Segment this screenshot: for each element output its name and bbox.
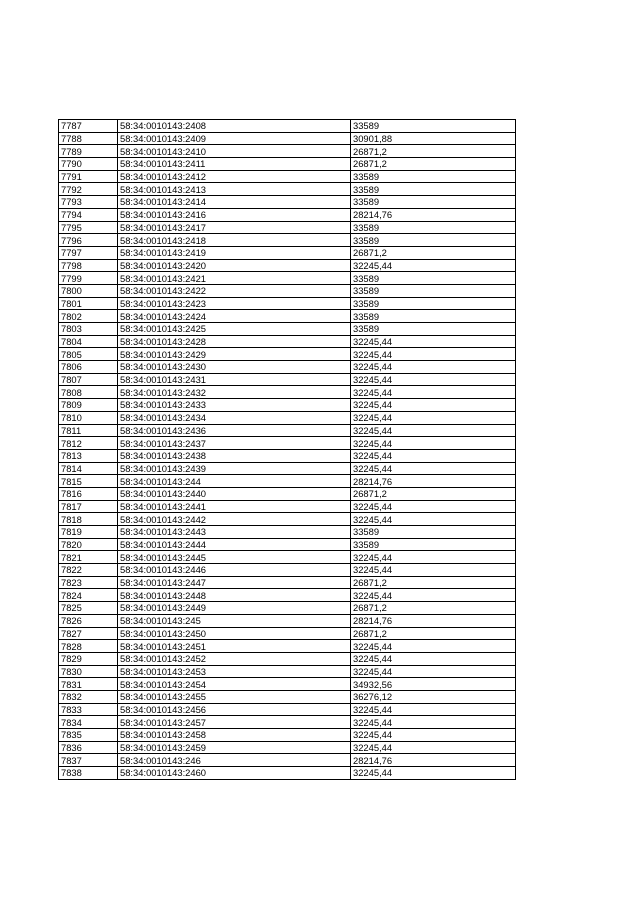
row-number-cell: 7826: [59, 614, 118, 627]
cadastral-value-cell: 32245,44: [351, 373, 516, 386]
row-number-cell: 7788: [59, 132, 118, 145]
row-number-cell: 7795: [59, 221, 118, 234]
table-row: [59, 500, 516, 513]
row-number-cell: 7812: [59, 437, 118, 450]
table-row: [59, 335, 516, 348]
cadastral-number-cell: 58:34:0010143:2456: [118, 703, 351, 716]
table-row: [59, 513, 516, 526]
cadastral-value-cell: 33589: [351, 323, 516, 336]
table-row: [59, 411, 516, 424]
cadastral-value-cell: 33589: [351, 234, 516, 247]
cadastral-value-cell: 30901,88: [351, 132, 516, 145]
cadastral-number-cell: 58:34:0010143:2432: [118, 386, 351, 399]
table-row: [59, 551, 516, 564]
cadastral-value-cell: 32245,44: [351, 259, 516, 272]
cadastral-number-cell: 58:34:0010143:2458: [118, 729, 351, 742]
table-row: [59, 297, 516, 310]
table-row: [59, 424, 516, 437]
cadastral-value-cell: 33589: [351, 538, 516, 551]
table-body: [59, 120, 516, 780]
cadastral-number-cell: 58:34:0010143:2438: [118, 449, 351, 462]
cadastral-value-cell: 32245,44: [351, 437, 516, 450]
table-row: [59, 690, 516, 703]
cadastral-number-cell: 58:34:0010143:2437: [118, 437, 351, 450]
cadastral-number-cell: 58:34:0010143:2448: [118, 589, 351, 602]
table-row: [59, 196, 516, 209]
cadastral-value-cell: 34932,56: [351, 678, 516, 691]
cadastral-number-cell: 58:34:0010143:2443: [118, 526, 351, 539]
row-number-cell: 7832: [59, 690, 118, 703]
row-number-cell: 7829: [59, 652, 118, 665]
cadastral-value-cell: 32245,44: [351, 589, 516, 602]
cadastral-value-cell: 32245,44: [351, 564, 516, 577]
cadastral-number-cell: 58:34:0010143:2453: [118, 665, 351, 678]
cadastral-number-cell: 58:34:0010143:2442: [118, 513, 351, 526]
cadastral-value-cell: 32245,44: [351, 640, 516, 653]
cadastral-number-cell: 58:34:0010143:2428: [118, 335, 351, 348]
cadastral-value-cell: 32245,44: [351, 424, 516, 437]
cadastral-value-cell: 32245,44: [351, 551, 516, 564]
cadastral-value-cell: 26871,2: [351, 576, 516, 589]
cadastral-value-cell: 33589: [351, 120, 516, 133]
row-number-cell: 7833: [59, 703, 118, 716]
cadastral-value-cell: 32245,44: [351, 399, 516, 412]
cadastral-value-cell: 33589: [351, 170, 516, 183]
table-row: [59, 259, 516, 272]
row-number-cell: 7787: [59, 120, 118, 133]
table-row: [59, 386, 516, 399]
row-number-cell: 7808: [59, 386, 118, 399]
row-number-cell: 7813: [59, 449, 118, 462]
cadastral-number-cell: 58:34:0010143:2431: [118, 373, 351, 386]
row-number-cell: 7804: [59, 335, 118, 348]
cadastral-number-cell: 58:34:0010143:2408: [118, 120, 351, 133]
table-row: [59, 640, 516, 653]
table-row: [59, 348, 516, 361]
table-row: [59, 272, 516, 285]
table-row: [59, 754, 516, 767]
cadastral-value-cell: 33589: [351, 284, 516, 297]
row-number-cell: 7807: [59, 373, 118, 386]
cadastral-value-cell: 32245,44: [351, 386, 516, 399]
cadastral-value-cell: 33589: [351, 196, 516, 209]
cadastral-value-cell: 28214,76: [351, 208, 516, 221]
cadastral-value-cell: 32245,44: [351, 361, 516, 374]
cadastral-value-cell: 32245,44: [351, 449, 516, 462]
table-row: [59, 361, 516, 374]
row-number-cell: 7793: [59, 196, 118, 209]
cadastral-value-cell: 32245,44: [351, 767, 516, 780]
row-number-cell: 7821: [59, 551, 118, 564]
table-row: [59, 729, 516, 742]
cadastral-value-cell: 32245,44: [351, 462, 516, 475]
row-number-cell: 7823: [59, 576, 118, 589]
cadastral-value-cell: 32245,44: [351, 513, 516, 526]
cadastral-value-cell: 26871,2: [351, 627, 516, 640]
row-number-cell: 7825: [59, 602, 118, 615]
cadastral-value-cell: 26871,2: [351, 145, 516, 158]
table-row: [59, 487, 516, 500]
cadastral-number-cell: 58:34:0010143:2447: [118, 576, 351, 589]
row-number-cell: 7830: [59, 665, 118, 678]
cadastral-number-cell: 58:34:0010143:2449: [118, 602, 351, 615]
table-row: [59, 576, 516, 589]
table-row: [59, 564, 516, 577]
cadastral-number-cell: 58:34:0010143:2425: [118, 323, 351, 336]
cadastral-value-cell: 33589: [351, 183, 516, 196]
cadastral-number-cell: 58:34:0010143:2429: [118, 348, 351, 361]
cadastral-number-cell: 58:34:0010143:245: [118, 614, 351, 627]
row-number-cell: 7837: [59, 754, 118, 767]
table-row: [59, 246, 516, 259]
row-number-cell: 7789: [59, 145, 118, 158]
cadastral-value-cell: 33589: [351, 526, 516, 539]
table-row: [59, 170, 516, 183]
table-row: [59, 703, 516, 716]
cadastral-number-cell: 58:34:0010143:2411: [118, 158, 351, 171]
table-row: [59, 602, 516, 615]
cadastral-number-cell: 58:34:0010143:2436: [118, 424, 351, 437]
cadastral-number-cell: 58:34:0010143:246: [118, 754, 351, 767]
cadastral-value-cell: 32245,44: [351, 716, 516, 729]
cadastral-value-cell: 28214,76: [351, 754, 516, 767]
table-row: [59, 526, 516, 539]
row-number-cell: 7815: [59, 475, 118, 488]
cadastral-value-cell: 28214,76: [351, 614, 516, 627]
cadastral-number-cell: 58:34:0010143:2422: [118, 284, 351, 297]
cadastral-number-cell: 58:34:0010143:2433: [118, 399, 351, 412]
row-number-cell: 7805: [59, 348, 118, 361]
cadastral-value-cell: 33589: [351, 297, 516, 310]
cadastral-value-cell: 28214,76: [351, 475, 516, 488]
cadastral-value-cell: 32245,44: [351, 665, 516, 678]
table-row: [59, 614, 516, 627]
table-row: [59, 741, 516, 754]
table-row: [59, 208, 516, 221]
cadastral-number-cell: 58:34:0010143:2416: [118, 208, 351, 221]
row-number-cell: 7820: [59, 538, 118, 551]
row-number-cell: 7810: [59, 411, 118, 424]
row-number-cell: 7809: [59, 399, 118, 412]
table-row: [59, 627, 516, 640]
table-row: [59, 132, 516, 145]
cadastral-number-cell: 58:34:0010143:2459: [118, 741, 351, 754]
cadastral-number-cell: 58:34:0010143:2417: [118, 221, 351, 234]
cadastral-value-cell: 33589: [351, 272, 516, 285]
cadastral-number-cell: 58:34:0010143:2423: [118, 297, 351, 310]
cadastral-value-cell: 33589: [351, 221, 516, 234]
cadastral-number-cell: 58:34:0010143:2424: [118, 310, 351, 323]
row-number-cell: 7828: [59, 640, 118, 653]
row-number-cell: 7792: [59, 183, 118, 196]
cadastral-value-cell: 32245,44: [351, 741, 516, 754]
cadastral-number-cell: 58:34:0010143:2430: [118, 361, 351, 374]
table-row: [59, 716, 516, 729]
row-number-cell: 7817: [59, 500, 118, 513]
cadastral-number-cell: 58:34:0010143:2451: [118, 640, 351, 653]
row-number-cell: 7827: [59, 627, 118, 640]
cadastral-number-cell: 58:34:0010143:2444: [118, 538, 351, 551]
table-row: [59, 399, 516, 412]
row-number-cell: 7797: [59, 246, 118, 259]
row-number-cell: 7819: [59, 526, 118, 539]
row-number-cell: 7791: [59, 170, 118, 183]
cadastral-value-cell: 32245,44: [351, 335, 516, 348]
cadastral-value-cell: 32245,44: [351, 411, 516, 424]
cadastral-number-cell: 58:34:0010143:2450: [118, 627, 351, 640]
cadastral-number-cell: 58:34:0010143:2414: [118, 196, 351, 209]
cadastral-value-cell: 26871,2: [351, 602, 516, 615]
row-number-cell: 7811: [59, 424, 118, 437]
cadastral-number-cell: 58:34:0010143:244: [118, 475, 351, 488]
row-number-cell: 7799: [59, 272, 118, 285]
table-row: [59, 652, 516, 665]
table-row: [59, 120, 516, 133]
row-number-cell: 7790: [59, 158, 118, 171]
row-number-cell: 7838: [59, 767, 118, 780]
table-row: [59, 437, 516, 450]
table-row: [59, 158, 516, 171]
table-row: [59, 234, 516, 247]
cadastral-number-cell: 58:34:0010143:2434: [118, 411, 351, 424]
cadastral-value-cell: 32245,44: [351, 348, 516, 361]
table-row: [59, 183, 516, 196]
table-row: [59, 589, 516, 602]
cadastral-value-cell: 26871,2: [351, 158, 516, 171]
table-row: [59, 665, 516, 678]
cadastral-number-cell: 58:34:0010143:2439: [118, 462, 351, 475]
cadastral-number-cell: 58:34:0010143:2440: [118, 487, 351, 500]
row-number-cell: 7822: [59, 564, 118, 577]
table-row: [59, 538, 516, 551]
cadastral-value-cell: 26871,2: [351, 246, 516, 259]
cadastral-number-cell: 58:34:0010143:2454: [118, 678, 351, 691]
table-row: [59, 221, 516, 234]
cadastral-value-cell: 26871,2: [351, 487, 516, 500]
cadastral-value-table: [58, 119, 516, 780]
table-row: [59, 449, 516, 462]
cadastral-number-cell: 58:34:0010143:2460: [118, 767, 351, 780]
row-number-cell: 7818: [59, 513, 118, 526]
row-number-cell: 7800: [59, 284, 118, 297]
cadastral-value-cell: 32245,44: [351, 703, 516, 716]
row-number-cell: 7796: [59, 234, 118, 247]
table-row: [59, 284, 516, 297]
table-row: [59, 475, 516, 488]
table-row: [59, 678, 516, 691]
row-number-cell: 7802: [59, 310, 118, 323]
cadastral-value-cell: 36276,12: [351, 690, 516, 703]
cadastral-number-cell: 58:34:0010143:2412: [118, 170, 351, 183]
row-number-cell: 7794: [59, 208, 118, 221]
cadastral-number-cell: 58:34:0010143:2409: [118, 132, 351, 145]
row-number-cell: 7831: [59, 678, 118, 691]
table-row: [59, 767, 516, 780]
row-number-cell: 7814: [59, 462, 118, 475]
table-row: [59, 145, 516, 158]
row-number-cell: 7798: [59, 259, 118, 272]
row-number-cell: 7816: [59, 487, 118, 500]
cadastral-number-cell: 58:34:0010143:2420: [118, 259, 351, 272]
row-number-cell: 7834: [59, 716, 118, 729]
cadastral-number-cell: 58:34:0010143:2452: [118, 652, 351, 665]
cadastral-number-cell: 58:34:0010143:2455: [118, 690, 351, 703]
table-row: [59, 373, 516, 386]
cadastral-number-cell: 58:34:0010143:2413: [118, 183, 351, 196]
row-number-cell: 7835: [59, 729, 118, 742]
cadastral-number-cell: 58:34:0010143:2457: [118, 716, 351, 729]
cadastral-number-cell: 58:34:0010143:2418: [118, 234, 351, 247]
cadastral-number-cell: 58:34:0010143:2419: [118, 246, 351, 259]
cadastral-number-cell: 58:34:0010143:2446: [118, 564, 351, 577]
table-row: [59, 323, 516, 336]
cadastral-number-cell: 58:34:0010143:2410: [118, 145, 351, 158]
cadastral-value-cell: 32245,44: [351, 729, 516, 742]
cadastral-number-cell: 58:34:0010143:2445: [118, 551, 351, 564]
table-row: [59, 310, 516, 323]
row-number-cell: 7801: [59, 297, 118, 310]
cadastral-value-cell: 32245,44: [351, 500, 516, 513]
cadastral-number-cell: 58:34:0010143:2441: [118, 500, 351, 513]
row-number-cell: 7803: [59, 323, 118, 336]
cadastral-value-cell: 33589: [351, 310, 516, 323]
cadastral-number-cell: 58:34:0010143:2421: [118, 272, 351, 285]
row-number-cell: 7806: [59, 361, 118, 374]
table-row: [59, 462, 516, 475]
cadastral-value-cell: 32245,44: [351, 652, 516, 665]
row-number-cell: 7824: [59, 589, 118, 602]
row-number-cell: 7836: [59, 741, 118, 754]
